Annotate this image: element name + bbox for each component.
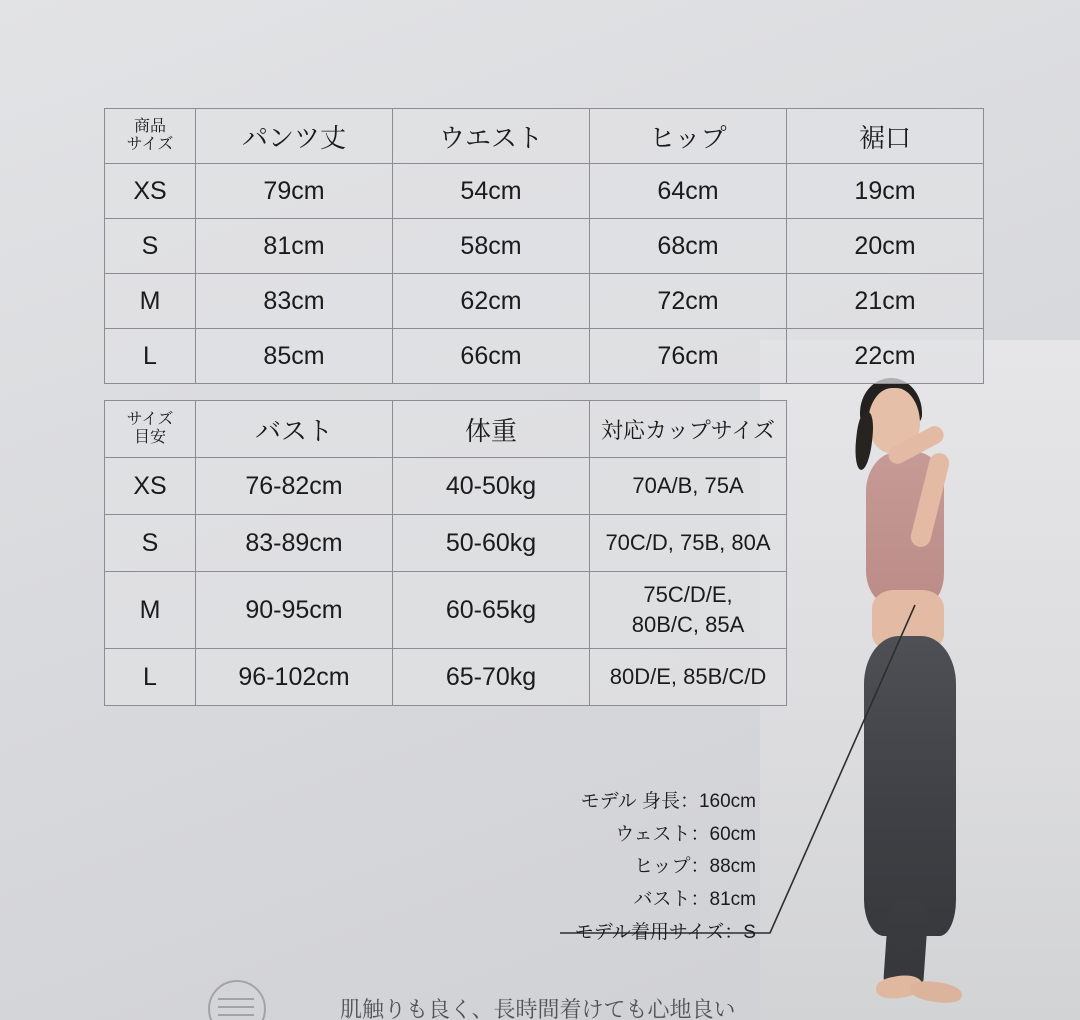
bust-size-table [104,400,787,706]
cell-pants-length: 81cm [196,219,393,274]
cell-waist: 54cm [393,164,590,219]
cell-pants-length: 79cm [196,164,393,219]
column-header-cup-size: 対応カップサイズ [590,401,787,458]
bottom-caption: 肌触りも良く、長時間着けても心地良い [340,997,736,1020]
cell-waist: 62cm [393,274,590,329]
cell-pants-length: 85cm [196,329,393,384]
row-size-label: L [105,649,196,706]
model-specs [556,786,756,949]
corner-label-line2: 目安 [133,429,166,446]
table-row [105,274,984,329]
table-header-row [105,109,984,164]
model-height: モデル 身長：160cm [580,791,756,812]
cell-hem: 22cm [787,329,984,384]
fabric-badge-icon [208,980,266,1020]
table-row [105,515,787,572]
cell-pants-length: 83cm [196,274,393,329]
model-leggings [864,636,956,936]
model-hip: ヒップ：88cm [634,856,756,878]
cell-cup-size: 70C/D, 75B, 80A [590,515,787,572]
pants-size-table [104,108,984,384]
row-size-label: S [105,515,196,572]
column-header-bust: バスト [196,401,393,458]
table-corner-label [105,109,196,164]
row-size-label: M [105,274,196,329]
cell-hip: 64cm [590,164,787,219]
table-row [105,219,984,274]
cell-bust: 90-95cm [196,572,393,649]
corner-label-line1: 商品 [133,117,166,135]
cell-bust: 96-102cm [196,649,393,706]
corner-label-line2: サイズ [126,136,174,153]
cell-hem: 19cm [787,164,984,219]
column-header-pants-length: パンツ丈 [196,109,393,164]
cell-cup-size: 70A/B, 75A [590,458,787,515]
cell-waist: 58cm [393,219,590,274]
cell-weight: 40-50kg [393,458,590,515]
cell-weight: 50-60kg [393,515,590,572]
column-header-hip: ヒップ [590,109,787,164]
table-row [105,572,787,649]
row-size-label: XS [105,164,196,219]
table-corner-label [105,401,196,458]
column-header-waist: ウエスト [393,109,590,164]
cell-weight: 60-65kg [393,572,590,649]
column-header-hem: 裾口 [787,109,984,164]
cell-hem: 21cm [787,274,984,329]
cell-weight: 65-70kg [393,649,590,706]
corner-label-line1: サイズ [126,410,174,428]
row-size-label: L [105,329,196,384]
cell-bust: 76-82cm [196,458,393,515]
table-row [105,164,984,219]
cup-size-line1: 75C/D/E, [643,582,733,608]
row-size-label: XS [105,458,196,515]
model-wearing-size: モデル着用サイズ：S [574,921,756,943]
model-photo [760,340,1080,1020]
cell-hem: 20cm [787,219,984,274]
table-row [105,649,787,706]
column-header-weight: 体重 [393,401,590,458]
cell-cup-size: 80D/E, 85B/C/D [590,649,787,706]
table-row [105,329,984,384]
table-row [105,458,787,515]
row-size-label: M [105,572,196,649]
cell-bust: 83-89cm [196,515,393,572]
cell-hip: 76cm [590,329,787,384]
cup-size-line2: 80B/C, 85A [631,612,745,637]
cell-hip: 68cm [590,219,787,274]
cell-waist: 66cm [393,329,590,384]
model-waist: ウェスト：60cm [615,823,756,845]
bottom-strip [0,994,1080,1020]
cell-cup-size [590,572,787,649]
row-size-label: S [105,219,196,274]
model-bust: バスト：81cm [633,889,756,911]
cell-hip: 72cm [590,274,787,329]
table-header-row [105,401,787,458]
